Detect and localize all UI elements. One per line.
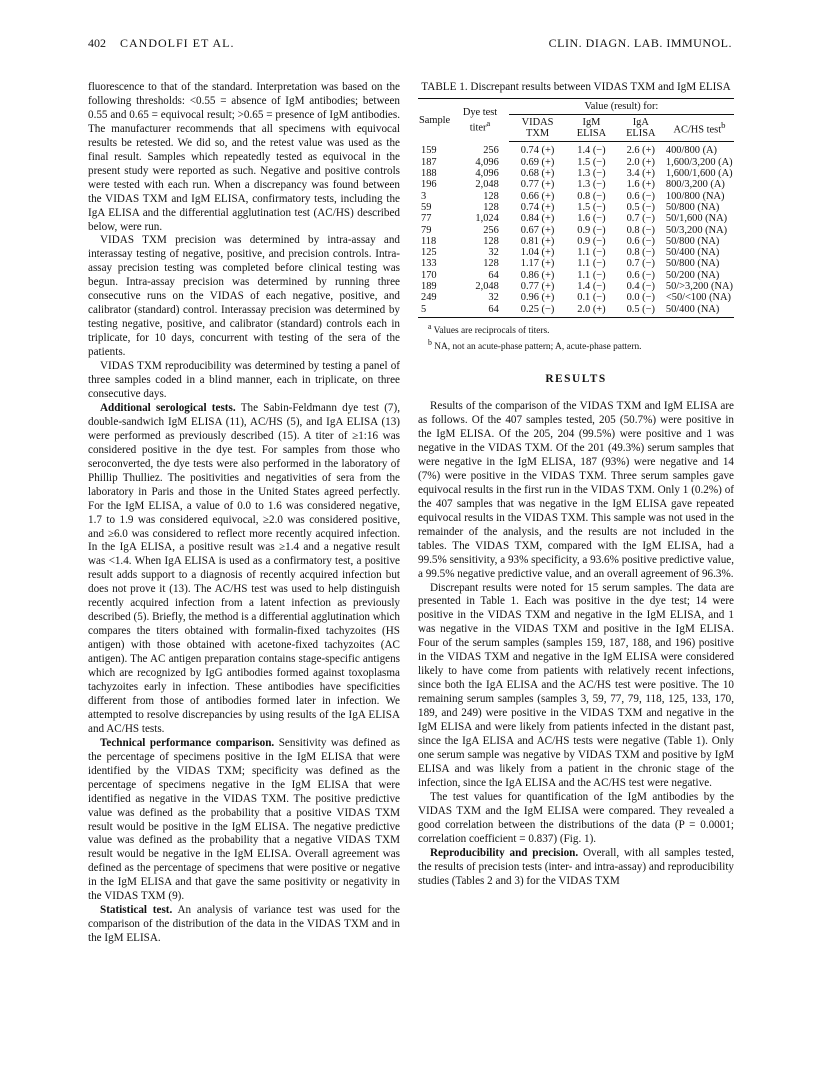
cell-dye: 32 — [488, 247, 499, 259]
table-row — [418, 142, 734, 157]
cell-igm: 1.4 (−) — [577, 145, 606, 157]
table-footnote — [418, 337, 734, 353]
footnote-mark: b — [721, 120, 726, 131]
cell-igm: 0.8 (−) — [577, 190, 606, 202]
cell-igm: 0.1 (−) — [577, 292, 606, 304]
table-row — [418, 304, 734, 318]
cell-vidas: 0.74 (+) — [520, 201, 555, 213]
table-row — [418, 202, 734, 213]
cell-iga: 0.0 (−) — [626, 292, 655, 304]
cell-iga: 0.6 (−) — [626, 235, 655, 247]
cell-sample: 77 — [421, 213, 432, 225]
cell-sample: 159 — [421, 145, 437, 157]
cell-iga: 0.8 (−) — [626, 247, 655, 259]
cell-achs: 50/1,600 (NA) — [665, 213, 728, 225]
cell-sample: 188 — [421, 168, 437, 180]
paragraph — [418, 847, 734, 889]
cell-igm: 0.9 (−) — [577, 235, 606, 247]
cell-vidas: 0.84 (+) — [520, 213, 555, 225]
col-header-achs — [665, 114, 734, 142]
cell-iga: 0.5 (−) — [617, 304, 665, 318]
table-row — [418, 225, 734, 236]
run-in-heading: Reproducibility and precision. — [430, 846, 579, 859]
running-authors: CANDOLFI ET AL. — [120, 36, 235, 50]
cell-sample: 170 — [421, 269, 437, 281]
cell-sample: 125 — [421, 247, 437, 259]
cell-iga: 0.4 (−) — [626, 281, 655, 293]
cell-vidas: 0.81 (+) — [520, 235, 555, 247]
cell-dye: 64 — [488, 269, 499, 281]
section-heading: RESULTS — [545, 373, 607, 386]
col-header-sample: Sample — [418, 98, 451, 142]
cell-igm: 1.1 (−) — [577, 247, 606, 259]
cell-vidas: 1.17 (+) — [520, 258, 555, 270]
cell-iga: 0.7 (−) — [626, 258, 655, 270]
cell-igm: 1.3 (−) — [577, 179, 606, 191]
cell-igm: 2.0 (+) — [566, 304, 616, 318]
paragraph: fluorescence to that of the standard. Interpretation was based on the following thresholds: <0.55 = absence of IgM antibodies; between 0.55 and 0.65 = equivocal result; >0.65 = presence of IgM antibodies. The manufacturer recommends that all specimens with equivocal results be retested. We did so, and the retest value was used as the final result. Samples which repeatedly tested as equivocal in the present study were reported as such. Negative and positive controls were tested with each run. When a discrepancy was found between the VIDAS TXM and IgM ELISA, confirmatory tests, including the IgA ELISA and the differential agglutination test (AC/HS) described below, were run. — [88, 81, 400, 233]
run-in-heading: Statistical test. — [100, 904, 173, 917]
paragraph-text: An analysis of variance test was used for the comparison of the distribution of the data in the VIDAS TXM and in the IgM ELISA. — [88, 904, 400, 945]
cell-vidas: 0.86 (+) — [520, 269, 555, 281]
cell-vidas: 0.77 (+) — [520, 179, 555, 191]
cell-sample: 79 — [421, 224, 432, 236]
cell-igm: 1.5 (−) — [577, 156, 606, 168]
table-row — [418, 168, 734, 179]
cell-vidas: 0.74 (+) — [520, 145, 555, 157]
paragraph — [88, 904, 400, 946]
cell-achs: 800/3,200 (A) — [665, 179, 725, 191]
cell-dye: 32 — [488, 292, 499, 304]
cell-vidas: 0.67 (+) — [520, 224, 555, 236]
cell-sample: 187 — [421, 156, 437, 168]
col-header-iga: IgA ELISA — [617, 114, 665, 142]
table-row — [418, 258, 734, 269]
cell-achs: 50/400 (NA) — [665, 247, 720, 259]
cell-achs: 50/3,200 (NA) — [665, 224, 728, 236]
cell-dye: 128 — [483, 258, 499, 270]
cell-iga: 2.6 (+) — [626, 145, 655, 157]
cell-dye: 4,096 — [475, 168, 499, 180]
cell-dye: 2,048 — [475, 179, 499, 191]
cell-sample: 3 — [421, 190, 427, 202]
cell-dye: 128 — [483, 235, 499, 247]
cell-achs: 50/800 (NA) — [665, 201, 720, 213]
paragraph-text: Overall, with all samples tested, the results of precision tests (inter- and intra-assay) and reproducibility studies (Tables 2 and 3) for the VIDAS TXM — [418, 846, 734, 887]
cell-sample: 196 — [421, 179, 437, 191]
cell-iga: 1.6 (+) — [626, 179, 655, 191]
cell-achs: 1,600/1,600 (A) — [665, 168, 733, 180]
journal-name: CLIN. DIAGN. LAB. IMMUNOL. — [548, 36, 732, 50]
cell-dye: 256 — [483, 145, 499, 157]
cell-iga: 0.8 (−) — [626, 224, 655, 236]
cell-igm: 1.1 (−) — [577, 269, 606, 281]
left-column — [88, 81, 400, 946]
cell-achs: 50/800 (NA) — [665, 235, 720, 247]
cell-igm: 1.1 (−) — [577, 258, 606, 270]
table-row — [418, 247, 734, 258]
cell-achs: 50/>3,200 (NA) — [665, 281, 733, 293]
discrepant-results-table — [418, 98, 734, 318]
table-row — [418, 270, 734, 281]
cell-sample: 133 — [421, 258, 437, 270]
table-row — [418, 281, 734, 292]
paragraph: Discrepant results were noted for 15 serum samples. The data are presented in Table 1. Each was positive in the dye test; 14 were positive in the VIDAS TXM and negative in the IgM ELISA, and 1 was negative in the VIDAS TXM and positive in the IgM ELISA. Four of the serum samples (samples 159, 187, 188, and 196) positive in the VIDAS TXM and negative in the IgM ELISA were considered likely to have come from patients with relatively recent infections, since both the IgA ELISA and the AC/HS test were positive. The 10 remaining serum samples (samples 3, 59, 77, 79, 118, 125, 133, 170, 189, and 249) were positive in the VIDAS TXM and negative in the IgM ELISA and were likely from patients infected in the distant past, since the IgA ELISA and AC/HS tests were negative (Table 1). Only one serum sample was negative by VIDAS TXM and positive by IgM ELISA and was likely from a patient in the chronic stage of the infection, since the IgA ELISA and the AC/HS test were negative. — [418, 581, 734, 789]
cell-achs: 100/800 (NA) — [665, 190, 725, 202]
cell-iga: 0.5 (−) — [626, 201, 655, 213]
cell-iga: 0.7 (−) — [626, 213, 655, 225]
cell-vidas: 0.68 (+) — [520, 168, 555, 180]
cell-sample: 189 — [421, 281, 437, 293]
table-row — [418, 236, 734, 247]
cell-dye: 256 — [483, 224, 499, 236]
cell-iga: 0.6 (−) — [626, 269, 655, 281]
cell-iga: 0.6 (−) — [626, 190, 655, 202]
cell-igm: 1.5 (−) — [577, 201, 606, 213]
table-footnote — [418, 321, 734, 337]
paragraph — [88, 737, 400, 904]
footnote-text: Values are reciprocals of titers. — [431, 326, 550, 337]
run-in-heading: Technical performance comparison. — [100, 736, 275, 749]
cell-sample: 59 — [421, 201, 432, 213]
cell-vidas: 1.04 (+) — [520, 247, 555, 259]
cell-igm: 1.6 (−) — [577, 213, 606, 225]
run-in-heading: Additional serological tests. — [100, 401, 236, 414]
cell-igm: 1.3 (−) — [577, 168, 606, 180]
paragraph: Results of the comparison of the VIDAS TXM and IgM ELISA are as follows. Of the 407 samples tested, 205 (50.7%) were positive in the IgM ELISA. Of the 205, 204 (99.5%) were positive and 1 was negative in the VIDAS TXM. Of the 201 (49.3%) serum samples that were negative in the IgM ELISA, 187 (93%) were negative and 14 (7%) were positive in the VIDAS TXM. Three serum samples gave equivocal results in the first run in the VIDAS TXM. Only 1 (0.2%) of the 407 samples that was negative in the IgM ELISA gave repeated equivocal results in the VIDAS TXM. This sample was not used in the remainder of the analysis, and the results are not included in the tables. The VIDAS TXM, compared with the IgM ELISA, had a 99.5% sensitivity, a 93% specificity, a 93.6% positive predictive value, a 99.5% negative predictive value, and an overall agreement of 96.3%. — [418, 400, 734, 580]
cell-igm: 1.4 (−) — [577, 281, 606, 293]
table-row — [418, 292, 734, 303]
col-header-vidas: VIDAS TXM — [509, 114, 566, 142]
cell-dye: 2,048 — [475, 281, 499, 293]
col-header-igm: IgM ELISA — [566, 114, 616, 142]
cell-achs: <50/<100 (NA) — [665, 292, 732, 304]
cell-dye: 4,096 — [475, 156, 499, 168]
col-header-dye-text: Dye test titer — [462, 106, 498, 134]
table-title: TABLE 1. Discrepant results between VIDAS TXM and IgM ELISA — [421, 81, 731, 93]
cell-sample: 5 — [418, 304, 451, 318]
cell-iga: 3.4 (+) — [626, 168, 655, 180]
cell-achs: 400/800 (A) — [665, 145, 717, 157]
col-group-header: Value (result) for: — [509, 98, 734, 114]
cell-achs: 50/200 (NA) — [665, 269, 720, 281]
cell-vidas: 0.66 (+) — [520, 190, 555, 202]
table-row — [418, 179, 734, 190]
table-row — [418, 213, 734, 224]
page-number: 402 — [88, 36, 106, 50]
footnote-mark: b — [428, 338, 432, 348]
running-header — [88, 36, 732, 58]
cell-vidas: 0.69 (+) — [520, 156, 555, 168]
cell-igm: 0.9 (−) — [577, 224, 606, 236]
cell-dye: 1,024 — [475, 213, 499, 225]
cell-dye: 128 — [483, 190, 499, 202]
cell-vidas: 0.77 (+) — [520, 281, 555, 293]
cell-sample: 249 — [421, 292, 437, 304]
cell-achs: 50/400 (NA) — [665, 304, 734, 318]
cell-vidas: 0.25 (−) — [509, 304, 566, 318]
footnote-mark: a — [486, 118, 491, 129]
cell-sample: 118 — [421, 235, 437, 247]
cell-dye: 128 — [483, 201, 499, 213]
right-column — [418, 81, 734, 889]
paragraph-text: The Sabin-Feldmann dye test (7), double-sandwich IgM ELISA (11), AC/HS (5), and IgA ELISA (13) were performed as previously described (15). A titer of ≥1:16 was considered positive in the dye test. For samples from those who seroconverted, the dye tests were also performed in the laboratory of Phillip Thulliez. The positivities and negativities of sera from the laboratory in Paris and those in the United States agreed perfectly. For the IgM ELISA, a value of 0.0 to 1.6 was considered negative, 1.7 to 1.9 was considered equivocal, ≥2.0 was considered positive, and ≥6.0 was considered to reflect more recently acquired infection. In the IgA ELISA, a positive result was ≥1.4 and a negative result was <1.4. When IgA ELISA is used as a confirmatory test, a positive result adds support to a diagnosis of recently acquired infection but does not prove it (13). The AC/HS test was used to help distinguish recently acquired infection from a latent infection as previously described (5). Briefly, the method is a differential agglutination which compares the titers obtained with formalin-fixed tachyzoites (HS antigen) with those obtained with acetone-fixed tachyzoites (AC antigen). The AC antigen preparation contains stage-specific antigens which are recognized by IgG antibodies formed against toxoplasma tachyzoites early in infection. These antibodies have specificities different from those of antibodies formed later in infection. We attempted to resolve discrepancies by using results of the IgA ELISA and AC/HS tests. — [88, 401, 400, 735]
table-row — [418, 157, 734, 168]
footnote-text: NA, not an acute-phase pattern; A, acute-phase pattern. — [431, 342, 642, 353]
table-row — [418, 191, 734, 202]
cell-dye: 64 — [451, 304, 509, 318]
paragraph: The test values for quantification of the IgM antibodies by the VIDAS TXM and the IgM ELISA were compared. They revealed a good correlation between the distributions of the data (P = 0.0001; correlation coefficient = 0.837) (Fig. 1). — [418, 790, 734, 845]
paragraph-text: Sensitivity was defined as the percentage of specimens positive in the IgM ELISA that were identified by the VIDAS TXM; specificity was defined as the percentage of specimens negative in the IgM ELISA that were identified as negative in the VIDAS TXM. The positive predictive value was defined as the probability that a positive VIDAS TXM result would be positive in the IgM ELISA. The negative predictive value was defined as the probability that a negative VIDAS TXM result would be negative in the IgM ELISA. Overall agreement was defined as the percentage of specimens that were positive or negative in the IgM ELISA and that gave the same positivity or negativity in the VIDAS TXM (9). — [88, 736, 400, 903]
cell-vidas: 0.96 (+) — [520, 292, 555, 304]
paragraph: VIDAS TXM reproducibility was determined by testing a panel of three samples coded in a blind manner, each in triplicate, on three consecutive days. — [88, 360, 400, 400]
footnote-mark: a — [428, 321, 432, 331]
cell-iga: 2.0 (+) — [626, 156, 655, 168]
paragraph — [88, 402, 400, 737]
col-header-achs-text: AC/HS test — [673, 124, 722, 136]
cell-achs: 1,600/3,200 (A) — [665, 156, 733, 168]
cell-achs: 50/800 (NA) — [665, 258, 720, 270]
paragraph: VIDAS TXM precision was determined by intra-assay and interassay testing of negative, positive, and precision controls. Intra-assay precision testing was completed before clinical testing was begun. Intra-assay precision was determined by running three consecutive runs on the VIDAS of each negative, positive, and calibrator (standard) control. Interassay precision was determined by testing negative, positive, and calibrator (standard) controls each in triplicate, for 10 days, concurrent with testing of the sera of the patients. — [88, 234, 400, 359]
col-header-dye — [451, 98, 509, 142]
